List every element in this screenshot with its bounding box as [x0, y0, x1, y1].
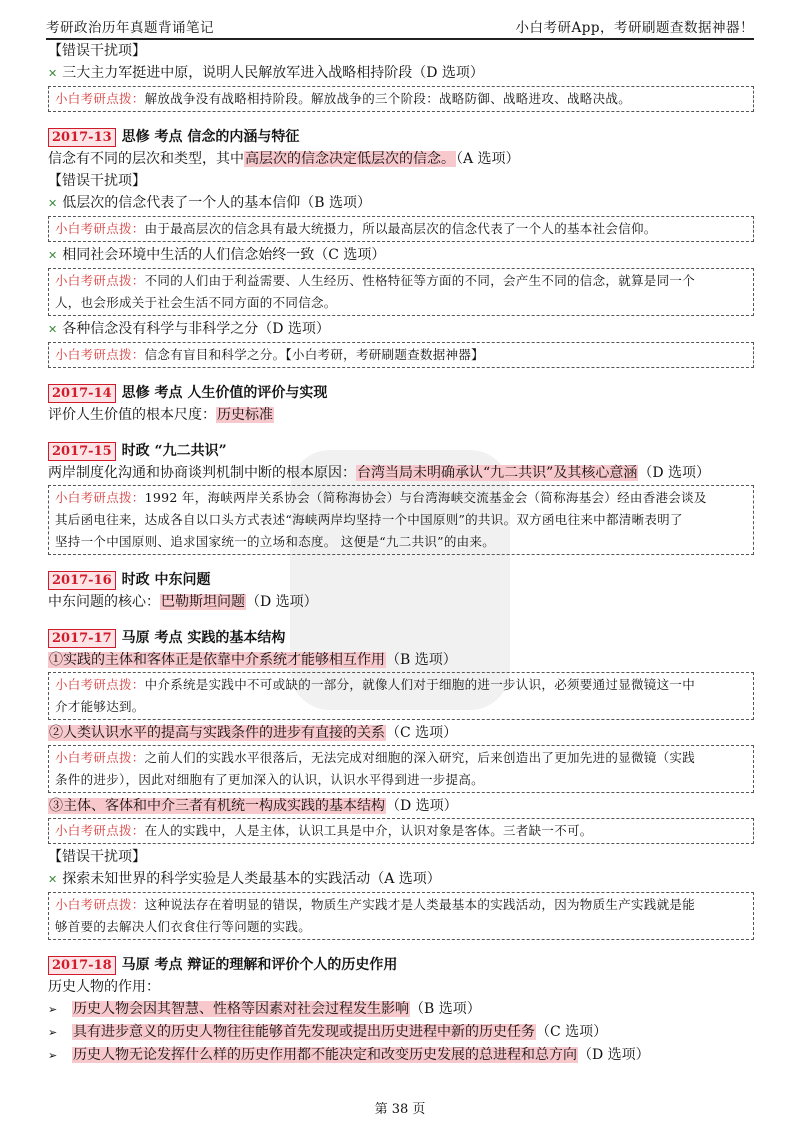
wrong-option: ✕ 相同社会环境中生活的人们信念始终一致（C 选项）	[48, 247, 386, 263]
wrong-options-label: 【错误干扰项】	[48, 173, 146, 189]
cross-mark-icon: ✕	[48, 197, 58, 210]
question-code: 2017-16	[48, 571, 116, 590]
question-title: 2017-17 马原 考点 实践的基本结构	[48, 627, 754, 649]
highlight-answer: 台湾当局未明确承认“九二共识”及其核心意涵	[357, 465, 638, 481]
highlight-answer: 高层次的信念决定低层次的信念。	[245, 151, 455, 167]
question-code: 2017-18	[48, 956, 116, 975]
answer-item: ①实践的主体和客体正是依靠中介系统才能够相互作用（B 选项）	[49, 652, 457, 668]
highlight-answer: ①实践的主体和客体正是依靠中介系统才能够相互作用	[49, 652, 385, 668]
question-stem: 两岸制度化沟通和协商谈判机制中断的根本原因：台湾当局未明确承认“九二共识”及其核心意涵（D 选项）	[48, 465, 711, 481]
wrong-option: ✕ 探索未知世界的科学实验是人类最基本的实践活动（A 选项）	[48, 871, 441, 887]
answer-bullet: ➢ 具有进步意义的历史人物往往能够首先发现或提出历史进程中新的历史任务（C 选项）	[48, 1021, 754, 1044]
page-number: 第 38 页	[374, 1102, 426, 1117]
highlight-answer: ②人类认识水平的提高与实践条件的进步有直接的关系	[49, 725, 385, 741]
question-stem: 信念有不同的层次和类型，其中高层次的信念决定低层次的信念。（A 选项）	[48, 151, 520, 167]
wrong-options-label: 【错误干扰项】	[48, 43, 146, 59]
tip-box: 小白考研点拨：1992 年，海峡两岸关系协会（简称海协会）与台湾海峡交流基金会（简称海基会）经由香港会谈及 其后函电往来，达成各自以口头方式表述“海峡两岸均坚持一个中国原则”的共识。双方函电往来中都清晰表明了 坚持一个中国原则、追求国家统一的立场和态度。 这便是“九二共识”的由来。	[48, 485, 754, 555]
cross-mark-icon: ✕	[48, 323, 58, 336]
cross-mark-icon: ✕	[48, 67, 58, 80]
tip-box: 小白考研点拨：解放战争没有战略相持阶段。解放战争的三个阶段：战略防御、战略进攻、战略决战。	[48, 86, 754, 112]
wrong-option: ✕ 各种信念没有科学与非科学之分（D 选项）	[48, 321, 330, 337]
header-title: 考研政治历年真题背诵笔记	[46, 20, 214, 36]
highlight-answer: ③主体、客体和中介三者有机统一构成实践的基本结构	[49, 798, 385, 814]
answer-item: ③主体、客体和中介三者有机统一构成实践的基本结构（D 选项）	[49, 798, 458, 814]
answer-item: ②人类认识水平的提高与实践条件的进步有直接的关系（C 选项）	[49, 725, 458, 741]
page-content	[48, 40, 754, 1067]
question-title: 2017-14 思修 考点 人生价值的评价与实现	[48, 382, 754, 404]
cross-mark-icon: ✕	[48, 249, 58, 262]
wrong-option: ✕ 三大主力军挺进中原，说明人民解放军进入战略相持阶段（D 选项）	[48, 65, 484, 81]
header-slogan: 小白考研App，考研刷题查数据神器！	[515, 20, 754, 36]
answer-bullet: ➢ 历史人物无论发挥什么样的历史作用都不能决定和改变历史发展的总进程和总方向（D 选项）	[48, 1044, 754, 1067]
question-stem: 中东问题的核心：巴勒斯坦问题（D 选项）	[48, 594, 318, 610]
highlight-answer: 历史人物会因其智慧、性格等因素对社会过程发生影响	[73, 1001, 409, 1017]
answer-bullet: ➢ 历史人物会因其智慧、性格等因素对社会过程发生影响（B 选项）	[48, 998, 754, 1021]
tip-box: 小白考研点拨：中介系统是实践中不可或缺的一部分，就像人们对于细胞的进一步认识，必须要通过显微镜这一中 介才能够达到。	[48, 672, 754, 720]
arrow-bullet-icon: ➢	[48, 1049, 58, 1062]
tip-box: 小白考研点拨：之前人们的实践水平很落后，无法完成对细胞的深入研究，后来创造出了更加先进的显微镜（实践 条件的进步），因此对细胞有了更加深入的认识，认识水平得到进一步提高。	[48, 745, 754, 793]
highlight-answer: 历史标准	[217, 407, 273, 423]
cross-mark-icon: ✕	[48, 873, 58, 886]
tip-box: 小白考研点拨：信念有盲目和科学之分。【小白考研，考研刷题查数据神器】	[48, 342, 754, 368]
highlight-answer: 历史人物无论发挥什么样的历史作用都不能决定和改变历史发展的总进程和总方向	[73, 1047, 577, 1063]
wrong-options-label: 【错误干扰项】	[48, 849, 146, 865]
wrong-option: ✕ 低层次的信念代表了一个人的基本信仰（B 选项）	[48, 195, 371, 211]
tip-box: 小白考研点拨：由于最高层次的信念具有最大统摄力，所以最高层次的信念代表了一个人的基本社会信仰。	[48, 216, 754, 242]
question-title: 2017-16 时政 中东问题	[48, 569, 754, 591]
question-code: 2017-15	[48, 442, 116, 461]
highlight-answer: 巴勒斯坦问题	[161, 594, 245, 610]
question-stem: 历史人物的作用：	[48, 979, 160, 995]
question-title: 2017-18 马原 考点 辩证的理解和评价个人的历史作用	[48, 954, 754, 976]
arrow-bullet-icon: ➢	[48, 1003, 58, 1016]
question-code: 2017-17	[48, 629, 116, 648]
question-title: 2017-15 时政 “九二共识”	[48, 440, 754, 462]
page-header	[46, 10, 754, 40]
question-code: 2017-13	[48, 128, 116, 147]
tip-box: 小白考研点拨：这种说法存在着明显的错误，物质生产实践才是人类最基本的实践活动，因为物质生产实践就是能 够首要的去解决人们衣食住行等问题的实践。	[48, 892, 754, 940]
highlight-answer: 具有进步意义的历史人物往往能够首先发现或提出历史进程中新的历史任务	[73, 1024, 535, 1040]
tip-box: 小白考研点拨：不同的人们由于利益需要、人生经历、性格特征等方面的不同，会产生不同的信念，就算是同一个 人，也会形成关于社会生活不同方面的不同信念。	[48, 268, 754, 316]
arrow-bullet-icon: ➢	[48, 1026, 58, 1039]
question-title: 2017-13 思修 考点 信念的内涵与特征	[48, 126, 754, 148]
tip-box: 小白考研点拨：在人的实践中，人是主体，认识工具是中介，认识对象是客体。三者缺一不可。	[48, 818, 754, 844]
question-stem: 评价人生价值的根本尺度：历史标准	[48, 407, 273, 423]
question-code: 2017-14	[48, 384, 116, 403]
